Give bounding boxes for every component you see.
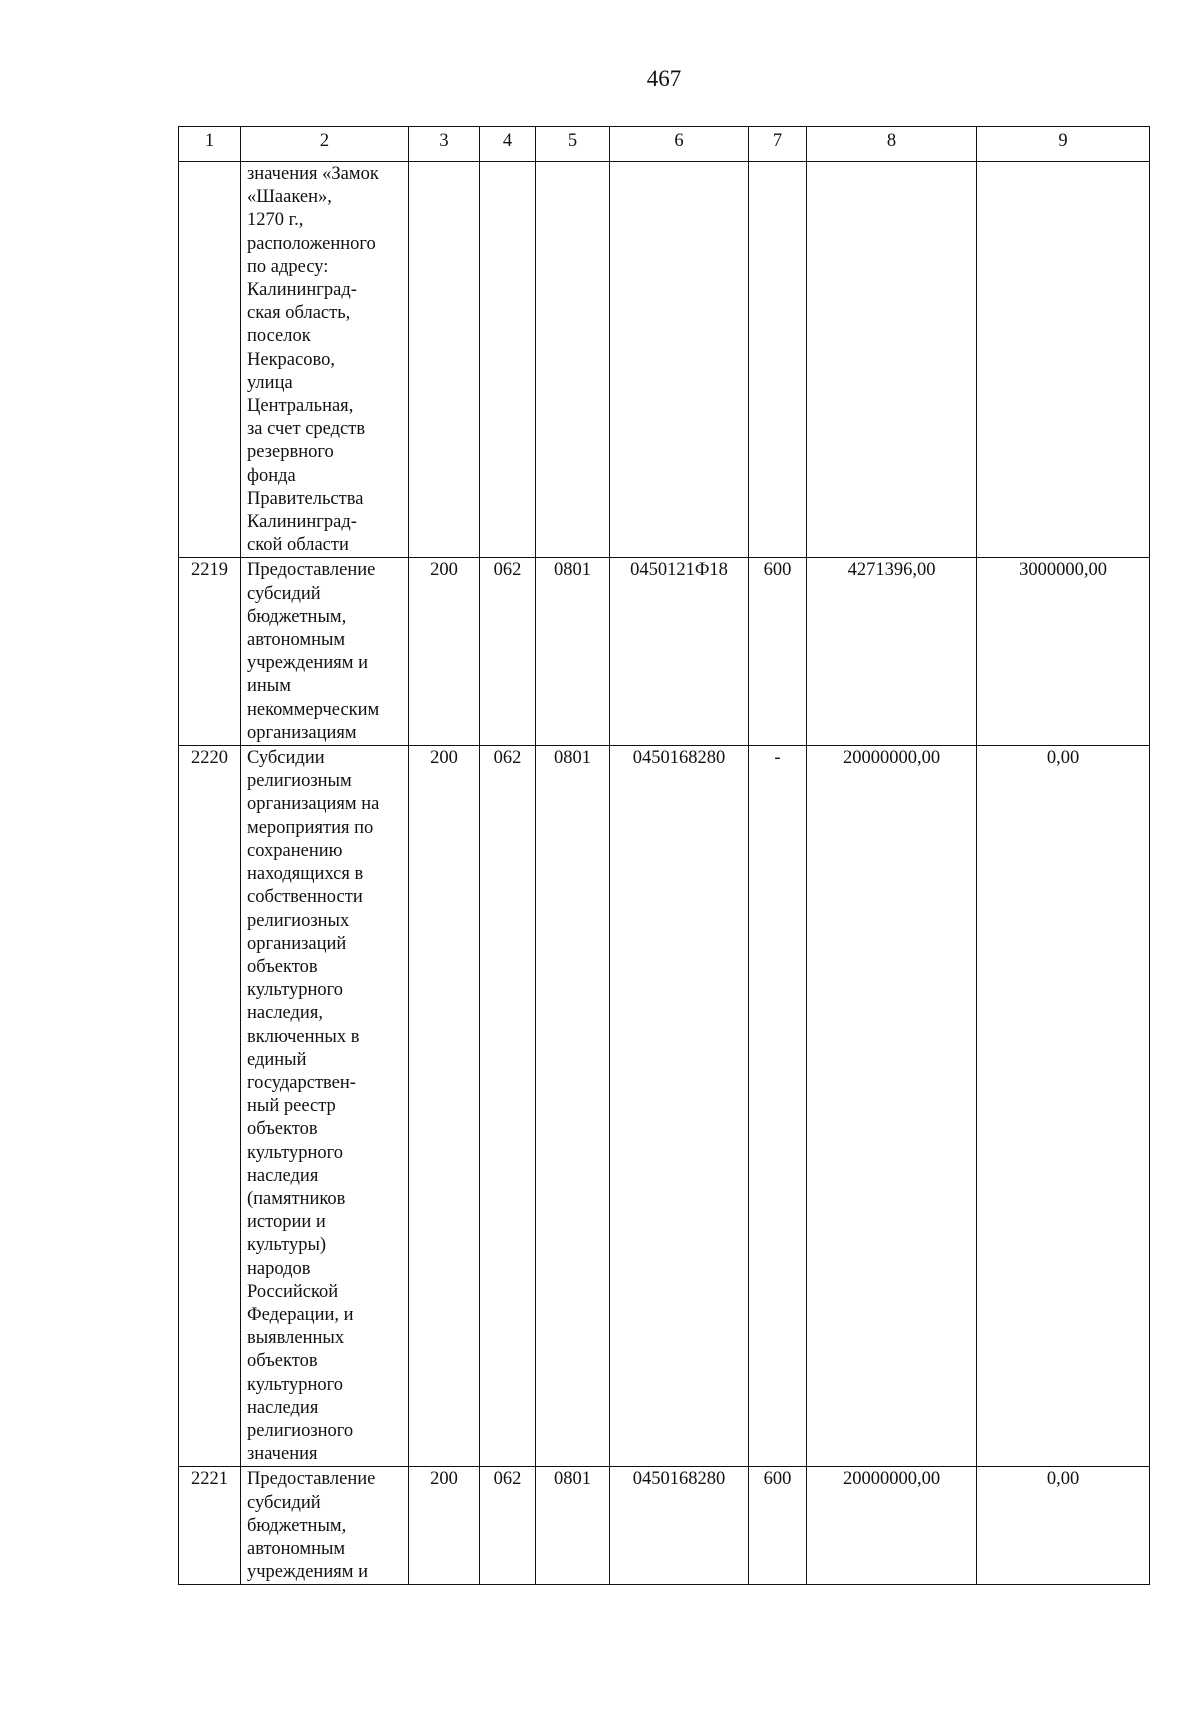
name-line: учреждениям и xyxy=(247,653,368,674)
row-cell-c6: 0450168280 xyxy=(610,1467,749,1585)
row-cell-c6: 0450121Ф18 xyxy=(610,558,749,746)
table-row xyxy=(179,162,1150,558)
row-cell-c5: 0801 xyxy=(536,558,610,746)
row-name-cell xyxy=(241,558,409,746)
header-cell: 2 xyxy=(241,127,409,162)
row-cell-c4: 062 xyxy=(480,1467,536,1585)
name-line: единый xyxy=(247,1049,307,1070)
name-line: наследия, xyxy=(247,1003,323,1024)
name-line: религиозного xyxy=(247,1420,354,1441)
name-line: Правительства xyxy=(247,488,364,509)
name-line: ный реестр xyxy=(247,1096,336,1117)
row-cell-c6 xyxy=(610,162,749,558)
row-cell-c5 xyxy=(536,162,610,558)
header-cell: 4 xyxy=(480,127,536,162)
header-cell: 8 xyxy=(807,127,977,162)
name-line: культуры) xyxy=(247,1235,327,1256)
name-line: (памятников xyxy=(247,1188,346,1209)
name-line: субсидий xyxy=(247,1492,321,1513)
name-line: за счет средств xyxy=(247,419,366,440)
row-cell-c8: 4271396,00 xyxy=(807,558,977,746)
row-cell-c3: 200 xyxy=(409,1467,480,1585)
row-cell-c6: 0450168280 xyxy=(610,746,749,1467)
name-line: культурного xyxy=(247,1142,343,1163)
name-line: Федерации, и xyxy=(247,1304,354,1325)
row-cell-c9 xyxy=(977,162,1150,558)
name-line: иным xyxy=(247,676,291,697)
name-line: Субсидии xyxy=(247,748,325,769)
row-cell-c3: 200 xyxy=(409,746,480,1467)
row-cell-c5: 0801 xyxy=(536,1467,610,1585)
name-line: Предоставление xyxy=(247,560,376,581)
name-line: значения «Замок xyxy=(247,164,379,184)
name-line: Калининград- xyxy=(247,280,357,301)
name-line: объектов xyxy=(247,1351,318,1372)
name-line: по адресу: xyxy=(247,256,329,277)
name-line: значения xyxy=(247,1444,318,1465)
name-line: включенных в xyxy=(247,1026,360,1047)
name-line: наследия xyxy=(247,1165,319,1186)
header-cell: 9 xyxy=(977,127,1150,162)
table-body xyxy=(179,162,1150,1585)
row-name-cell xyxy=(241,162,409,558)
table-row xyxy=(179,746,1150,1467)
name-line: наследия xyxy=(247,1397,319,1418)
row-cell-c4: 062 xyxy=(480,746,536,1467)
name-line: 1270 г., xyxy=(247,210,304,231)
row-number-cell: 2220 xyxy=(179,746,241,1467)
name-line: выявленных xyxy=(247,1328,345,1349)
name-line: резервного xyxy=(247,442,334,463)
row-cell-c9: 0,00 xyxy=(977,1467,1150,1585)
row-cell-c3 xyxy=(409,162,480,558)
row-number-cell xyxy=(179,162,241,558)
page-number: 467 xyxy=(646,66,682,91)
row-cell-c4: 062 xyxy=(480,558,536,746)
name-line: Российской xyxy=(247,1281,339,1302)
name-line: некоммерческим xyxy=(247,699,380,720)
row-cell-c3: 200 xyxy=(409,558,480,746)
row-number-cell: 2221 xyxy=(179,1467,241,1585)
header-cell: 6 xyxy=(610,127,749,162)
row-cell-c4 xyxy=(480,162,536,558)
row-cell-c7 xyxy=(749,162,807,558)
name-line: Некрасово, xyxy=(247,349,335,370)
name-line: «Шаакен», xyxy=(247,187,332,208)
name-line: народов xyxy=(247,1258,311,1279)
name-line: мероприятия по xyxy=(247,817,374,838)
name-line: сохранению xyxy=(247,840,343,861)
name-line: культурного xyxy=(247,980,343,1001)
header-cell: 3 xyxy=(409,127,480,162)
table-header-row xyxy=(179,127,1150,162)
table-row xyxy=(179,1467,1150,1585)
name-line: Предоставление xyxy=(247,1469,376,1490)
name-line: государствен- xyxy=(247,1072,356,1093)
row-cell-c8 xyxy=(807,162,977,558)
row-cell-c7: 600 xyxy=(749,1467,807,1585)
name-line: учреждениям и xyxy=(247,1562,368,1583)
name-line: собственности xyxy=(247,887,363,908)
row-cell-c9: 3000000,00 xyxy=(977,558,1150,746)
name-line: истории и xyxy=(247,1212,326,1233)
name-line: находящихся в xyxy=(247,864,364,885)
name-line: бюджетным, xyxy=(247,1515,347,1536)
name-line: культурного xyxy=(247,1374,343,1395)
header-cell: 1 xyxy=(179,127,241,162)
name-line: ская область, xyxy=(247,303,351,324)
name-line: Калининград- xyxy=(247,512,357,533)
name-line: фонда xyxy=(247,465,296,486)
row-cell-c8: 20000000,00 xyxy=(807,1467,977,1585)
name-line: бюджетным, xyxy=(247,606,347,627)
budget-table xyxy=(178,126,1150,1585)
name-line: объектов xyxy=(247,956,318,977)
table-row xyxy=(179,558,1150,746)
name-line: улица xyxy=(247,372,293,393)
name-line: религиозных xyxy=(247,910,350,931)
name-line: организаций xyxy=(247,933,347,954)
name-line: расположенного xyxy=(247,233,376,254)
row-cell-c7: 600 xyxy=(749,558,807,746)
row-cell-c8: 20000000,00 xyxy=(807,746,977,1467)
name-line: автономным xyxy=(247,630,346,651)
name-line: ской области xyxy=(247,535,349,556)
row-cell-c5: 0801 xyxy=(536,746,610,1467)
row-name-cell xyxy=(241,1467,409,1585)
name-line: автономным xyxy=(247,1538,346,1559)
row-cell-c9: 0,00 xyxy=(977,746,1150,1467)
name-line: религиозным xyxy=(247,771,352,792)
row-number-cell: 2219 xyxy=(179,558,241,746)
name-line: организациям на xyxy=(247,794,380,815)
row-name-cell xyxy=(241,746,409,1467)
header-cell: 5 xyxy=(536,127,610,162)
name-line: поселок xyxy=(247,326,311,347)
name-line: объектов xyxy=(247,1119,318,1140)
name-line: организациям xyxy=(247,722,357,743)
header-cell: 7 xyxy=(749,127,807,162)
name-line: субсидий xyxy=(247,583,321,604)
row-cell-c7: - xyxy=(749,746,807,1467)
name-line: Центральная, xyxy=(247,396,354,417)
